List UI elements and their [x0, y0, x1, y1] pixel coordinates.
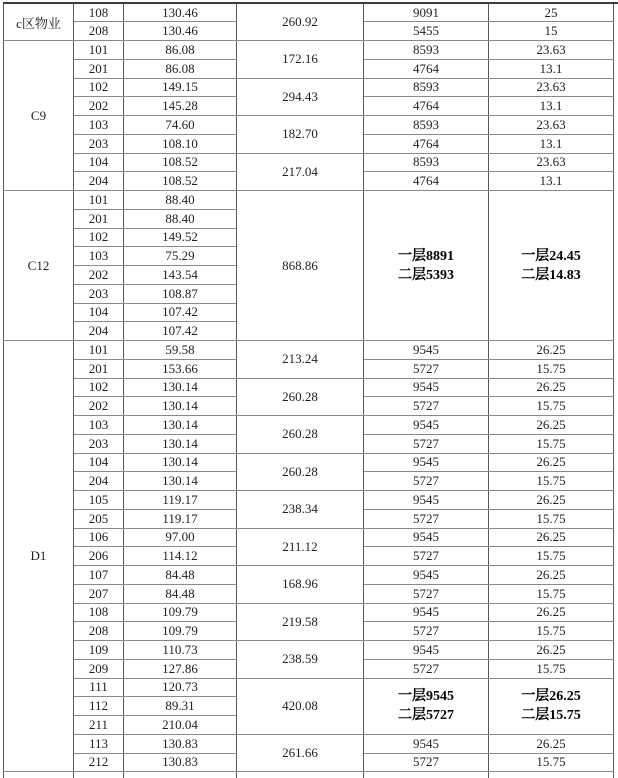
table-row: [4, 603, 614, 622]
table-row: [4, 116, 614, 135]
room-number-cell[interactable]: 103: [74, 116, 124, 135]
room-area-cell[interactable]: 130.83: [124, 734, 237, 753]
table-row: [4, 734, 614, 753]
room-area-cell[interactable]: 86.08: [124, 41, 237, 60]
table-row: [4, 191, 614, 210]
building-name-cell[interactable]: c区物业: [4, 3, 74, 41]
floor-price-cell[interactable]: 5727: [364, 397, 489, 416]
room-number-cell[interactable]: 102: [74, 78, 124, 97]
room-area-cell[interactable]: 114.12: [124, 547, 237, 566]
room-number-cell[interactable]: 109: [74, 641, 124, 660]
floor-price-cell[interactable]: 9545: [364, 528, 489, 547]
room-number-cell[interactable]: 107: [74, 566, 124, 585]
table-row: [4, 528, 614, 547]
room-area-cell[interactable]: 145.28: [124, 97, 237, 116]
floor-price-cell[interactable]: 8593: [364, 116, 489, 135]
table-row: [4, 416, 614, 435]
empty-cell[interactable]: [364, 772, 489, 778]
empty-cell[interactable]: [124, 772, 237, 778]
floor-price-line: 二层5393: [398, 267, 454, 283]
floor-rate-cell[interactable]: 26.25: [489, 416, 614, 435]
group-total-area-cell[interactable]: 182.70: [237, 116, 364, 154]
floor-rate-cell[interactable]: 23.63: [489, 153, 614, 172]
room-number-cell[interactable]: 103: [74, 416, 124, 435]
room-number-cell[interactable]: 108: [74, 3, 124, 22]
floor-price-cell[interactable]: 5727: [364, 434, 489, 453]
floor-rate-cell[interactable]: 23.63: [489, 41, 614, 60]
room-number-cell[interactable]: 204: [74, 472, 124, 491]
room-number-cell[interactable]: 208: [74, 22, 124, 41]
room-area-cell[interactable]: 130.14: [124, 472, 237, 491]
floor-price-cell[interactable]: 5455: [364, 22, 489, 41]
table-row: [4, 453, 614, 472]
floor-rate-cell[interactable]: 15.75: [489, 753, 614, 772]
room-area-cell[interactable]: 108.87: [124, 284, 237, 303]
table-row: [4, 491, 614, 510]
floor-price-cell[interactable]: 5727: [364, 659, 489, 678]
room-number-cell[interactable]: 104: [74, 453, 124, 472]
room-area-cell[interactable]: 107.42: [124, 322, 237, 341]
floor-price-cell[interactable]: 5727: [364, 547, 489, 566]
group-total-area-cell[interactable]: 261.66: [237, 734, 364, 772]
floor-price-cell[interactable]: 9545: [364, 641, 489, 660]
floor-price-cell[interactable]: 5727: [364, 509, 489, 528]
room-area-cell[interactable]: 130.46: [124, 22, 237, 41]
room-area-cell[interactable]: 130.46: [124, 3, 237, 22]
floor-price-cell[interactable]: 4764: [364, 134, 489, 153]
room-number-cell[interactable]: 209: [74, 659, 124, 678]
floor-price-cell[interactable]: 9545: [364, 734, 489, 753]
room-area-cell[interactable]: 109.79: [124, 603, 237, 622]
table-row: [4, 566, 614, 585]
room-number-cell[interactable]: 202: [74, 266, 124, 285]
room-number-cell[interactable]: 201: [74, 209, 124, 228]
floor-rate-cell[interactable]: 15.75: [489, 547, 614, 566]
room-number-cell[interactable]: 208: [74, 622, 124, 641]
room-number-cell[interactable]: 101: [74, 191, 124, 210]
room-area-cell[interactable]: 130.83: [124, 753, 237, 772]
room-number-cell[interactable]: 205: [74, 509, 124, 528]
room-number-cell[interactable]: 108: [74, 603, 124, 622]
floor-rate-cell[interactable]: 15.75: [489, 659, 614, 678]
room-number-cell[interactable]: 212: [74, 753, 124, 772]
room-area-cell[interactable]: 127.86: [124, 659, 237, 678]
floor-rate-cell[interactable]: 15: [489, 22, 614, 41]
table-row: [4, 678, 614, 697]
room-area-cell[interactable]: 97.00: [124, 528, 237, 547]
room-area-cell[interactable]: 119.17: [124, 491, 237, 510]
floor-price-cell[interactable]: 9091: [364, 3, 489, 22]
room-number-cell[interactable]: 111: [74, 678, 124, 697]
floor-rate-cell[interactable]: 15.75: [489, 584, 614, 603]
floor-rate-cell[interactable]: 15.75: [489, 472, 614, 491]
room-area-cell[interactable]: 84.48: [124, 566, 237, 585]
table-row: [4, 153, 614, 172]
floor-rate-cell[interactable]: 26.25: [489, 566, 614, 585]
room-number-cell[interactable]: 204: [74, 172, 124, 191]
floor-price-cell[interactable]: 5727: [364, 622, 489, 641]
group-total-area-cell[interactable]: 260.28: [237, 378, 364, 416]
empty-cell[interactable]: [4, 772, 74, 778]
room-number-cell[interactable]: 202: [74, 397, 124, 416]
room-number-cell[interactable]: 203: [74, 434, 124, 453]
room-area-cell[interactable]: 149.52: [124, 228, 237, 247]
room-number-cell[interactable]: 104: [74, 153, 124, 172]
floor-price-cell[interactable]: 8593: [364, 78, 489, 97]
room-area-cell[interactable]: 143.54: [124, 266, 237, 285]
building-name-cell[interactable]: C9: [4, 41, 74, 191]
room-number-cell[interactable]: 105: [74, 491, 124, 510]
group-total-area-cell[interactable]: 260.28: [237, 453, 364, 491]
room-number-cell[interactable]: 203: [74, 134, 124, 153]
merged-floor-rate-cell[interactable]: [489, 678, 614, 734]
building-name-cell[interactable]: D1: [4, 341, 74, 772]
group-total-area-cell[interactable]: 168.96: [237, 566, 364, 604]
floor-price-cell[interactable]: 9545: [364, 491, 489, 510]
floor-price-cell[interactable]: 8593: [364, 153, 489, 172]
room-number-cell[interactable]: 112: [74, 697, 124, 716]
floor-rate-cell[interactable]: 13.1: [489, 59, 614, 78]
room-number-cell[interactable]: 202: [74, 97, 124, 116]
floor-rate-cell[interactable]: 13.1: [489, 97, 614, 116]
group-total-area-cell[interactable]: 219.58: [237, 603, 364, 641]
room-number-cell[interactable]: 206: [74, 547, 124, 566]
group-total-area-cell[interactable]: 172.16: [237, 41, 364, 79]
room-area-cell[interactable]: 89.31: [124, 697, 237, 716]
floor-rate-cell[interactable]: 15.75: [489, 509, 614, 528]
partial-bottom-row: [4, 772, 614, 778]
floor-rate-cell[interactable]: 23.63: [489, 78, 614, 97]
room-area-cell[interactable]: 210.04: [124, 716, 237, 735]
floor-rate-cell[interactable]: 26.25: [489, 734, 614, 753]
floor-price-cell[interactable]: 8593: [364, 41, 489, 60]
floor-price-cell[interactable]: 9545: [364, 453, 489, 472]
floor-price-cell[interactable]: 9545: [364, 603, 489, 622]
room-area-cell[interactable]: 119.17: [124, 509, 237, 528]
group-total-area-cell[interactable]: 211.12: [237, 528, 364, 566]
room-area-cell[interactable]: 86.08: [124, 59, 237, 78]
group-total-area-cell[interactable]: 217.04: [237, 153, 364, 191]
room-number-cell[interactable]: 101: [74, 41, 124, 60]
room-area-cell[interactable]: 130.14: [124, 434, 237, 453]
merged-floor-price-cell[interactable]: [364, 678, 489, 734]
group-total-area-cell[interactable]: 294.43: [237, 78, 364, 116]
floor-rate-cell[interactable]: 15.75: [489, 359, 614, 378]
floor-rate-cell[interactable]: 26.25: [489, 603, 614, 622]
floor-price-line: 一层9545: [398, 689, 454, 705]
room-number-cell[interactable]: 104: [74, 303, 124, 322]
floor-rate-cell[interactable]: 23.63: [489, 116, 614, 135]
floor-rate-cell[interactable]: 15.75: [489, 397, 614, 416]
room-number-cell[interactable]: 201: [74, 59, 124, 78]
merged-floor-price-cell[interactable]: [364, 191, 489, 341]
table-row: [4, 41, 614, 60]
floor-price-cell[interactable]: 9545: [364, 416, 489, 435]
floor-rate-cell[interactable]: 26.25: [489, 453, 614, 472]
table-row: [4, 641, 614, 660]
room-area-cell[interactable]: 108.10: [124, 134, 237, 153]
floor-price-line: 一层8891: [398, 248, 454, 264]
floor-rate-cell[interactable]: 26.25: [489, 641, 614, 660]
floor-price-cell[interactable]: 9545: [364, 341, 489, 360]
empty-cell[interactable]: [489, 772, 614, 778]
floor-rate-line: 一层24.45: [521, 248, 581, 264]
room-area-cell[interactable]: 75.29: [124, 247, 237, 266]
floor-price-cell[interactable]: 5727: [364, 359, 489, 378]
floor-rate-line: 一层26.25: [521, 689, 581, 705]
room-number-cell[interactable]: 102: [74, 378, 124, 397]
room-area-cell[interactable]: 153.66: [124, 359, 237, 378]
table-row: [4, 341, 614, 360]
floor-price-cell[interactable]: 9545: [364, 378, 489, 397]
floor-price-cell[interactable]: 4764: [364, 59, 489, 78]
room-area-cell[interactable]: 108.52: [124, 172, 237, 191]
floor-price-cell[interactable]: 5727: [364, 753, 489, 772]
group-total-area-cell[interactable]: 238.59: [237, 641, 364, 679]
room-number-cell[interactable]: 102: [74, 228, 124, 247]
floor-price-cell[interactable]: 4764: [364, 172, 489, 191]
room-area-cell[interactable]: 110.73: [124, 641, 237, 660]
group-total-area-cell[interactable]: 213.24: [237, 341, 364, 379]
floor-rate-cell[interactable]: 26.25: [489, 528, 614, 547]
room-number-cell[interactable]: 103: [74, 247, 124, 266]
room-area-cell[interactable]: 149.15: [124, 78, 237, 97]
room-number-cell[interactable]: 203: [74, 284, 124, 303]
property-area-table: [3, 2, 614, 778]
floor-rate-cell[interactable]: 13.1: [489, 172, 614, 191]
room-number-cell[interactable]: 204: [74, 322, 124, 341]
room-area-cell[interactable]: 88.40: [124, 209, 237, 228]
floor-price-cell[interactable]: 5727: [364, 584, 489, 603]
room-number-cell[interactable]: 211: [74, 716, 124, 735]
group-total-area-cell[interactable]: 260.28: [237, 416, 364, 454]
floor-rate-cell[interactable]: 26.25: [489, 341, 614, 360]
group-total-area-cell[interactable]: 420.08: [237, 678, 364, 734]
floor-rate-cell[interactable]: 15.75: [489, 622, 614, 641]
merged-floor-rate-cell[interactable]: [489, 191, 614, 341]
room-number-cell[interactable]: 201: [74, 359, 124, 378]
floor-price-line: 二层5727: [398, 708, 454, 724]
floor-rate-cell[interactable]: 13.1: [489, 134, 614, 153]
empty-cell[interactable]: [237, 772, 364, 778]
room-area-cell[interactable]: 59.58: [124, 341, 237, 360]
room-number-cell[interactable]: 207: [74, 584, 124, 603]
room-area-cell[interactable]: 130.14: [124, 416, 237, 435]
floor-rate-line: 二层15.75: [521, 708, 581, 724]
room-area-cell[interactable]: 88.40: [124, 191, 237, 210]
room-area-cell[interactable]: 109.79: [124, 622, 237, 641]
room-number-cell[interactable]: 113: [74, 734, 124, 753]
room-number-cell[interactable]: 101: [74, 341, 124, 360]
room-number-cell[interactable]: 106: [74, 528, 124, 547]
room-area-cell[interactable]: 130.14: [124, 378, 237, 397]
floor-rate-cell[interactable]: 25: [489, 3, 614, 22]
floor-price-cell[interactable]: 4764: [364, 97, 489, 116]
table-row: [4, 78, 614, 97]
group-total-area-cell[interactable]: 868.86: [237, 191, 364, 341]
table-row: [4, 3, 614, 22]
floor-rate-line: 二层14.83: [521, 267, 581, 283]
empty-cell[interactable]: [74, 772, 124, 778]
group-total-area-cell[interactable]: 260.92: [237, 3, 364, 41]
floor-rate-cell[interactable]: 15.75: [489, 434, 614, 453]
floor-rate-cell[interactable]: 26.25: [489, 378, 614, 397]
building-name-cell[interactable]: C12: [4, 191, 74, 341]
room-area-cell[interactable]: 84.48: [124, 584, 237, 603]
room-area-cell[interactable]: 74.60: [124, 116, 237, 135]
room-area-cell[interactable]: 130.14: [124, 453, 237, 472]
room-area-cell[interactable]: 107.42: [124, 303, 237, 322]
group-total-area-cell[interactable]: 238.34: [237, 491, 364, 529]
floor-price-cell[interactable]: 9545: [364, 566, 489, 585]
room-area-cell[interactable]: 120.73: [124, 678, 237, 697]
room-area-cell[interactable]: 130.14: [124, 397, 237, 416]
room-area-cell[interactable]: 108.52: [124, 153, 237, 172]
floor-price-cell[interactable]: 5727: [364, 472, 489, 491]
floor-rate-cell[interactable]: 26.25: [489, 491, 614, 510]
table-row: [4, 378, 614, 397]
